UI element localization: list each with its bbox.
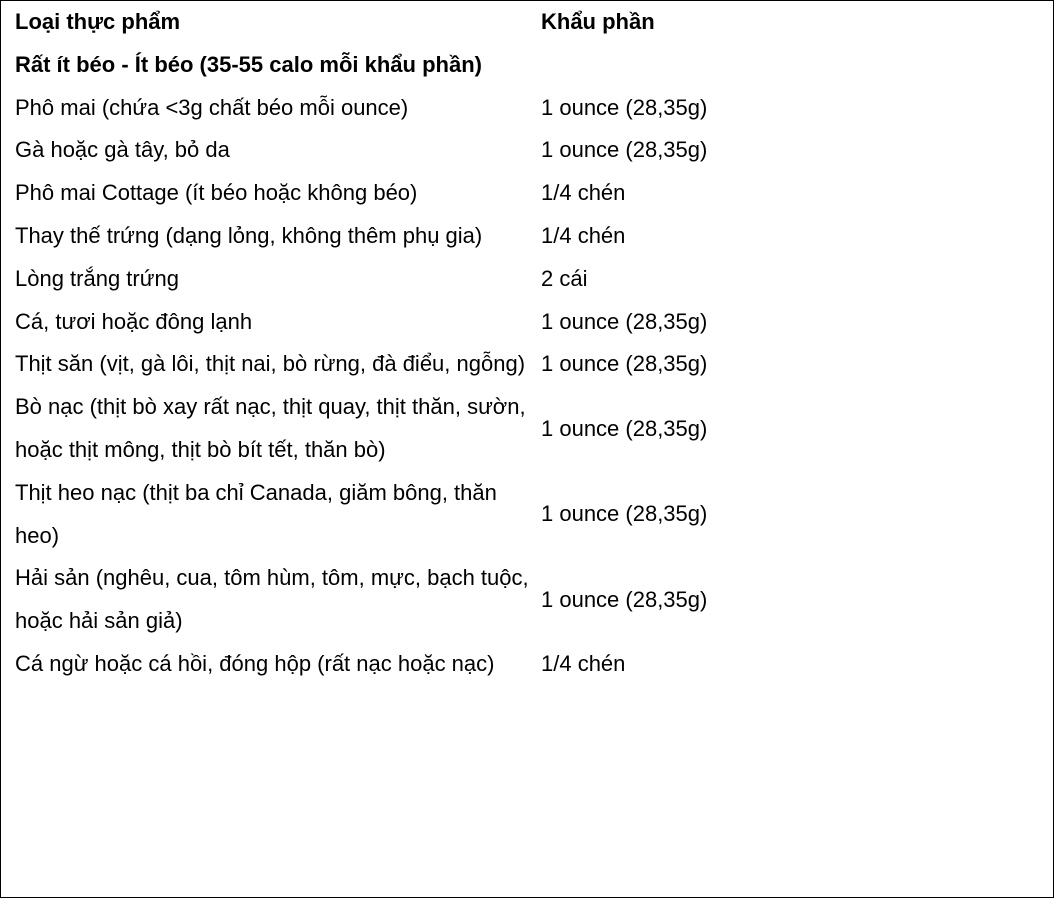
portion-cell: 1 ounce (28,35g)	[541, 351, 708, 377]
portion-cell: 1 ounce (28,35g)	[541, 137, 708, 163]
section-title-row	[5, 44, 1041, 87]
table-row	[5, 258, 1041, 301]
food-cell: Thịt săn (vịt, gà lôi, thịt nai, bò rừng, đà điểu, ngỗng)	[15, 351, 526, 377]
portion-cell: 1/4 chén	[541, 650, 626, 676]
food-cell: Lòng trắng trứng	[15, 265, 179, 291]
food-cell: Phô mai (chứa <3g chất béo mỗi ounce)	[15, 94, 409, 120]
table-row	[5, 215, 1041, 258]
table-row	[5, 643, 1041, 686]
table-row	[5, 301, 1041, 344]
food-cell: Bò nạc (thịt bò xay rất nạc, thịt quay, thịt thăn, sườn, hoặc thịt mông, thịt bò bít tết, thăn bò)	[15, 394, 526, 462]
food-cell: Cá, tươi hoặc đông lạnh	[15, 308, 253, 334]
table-row	[5, 172, 1041, 215]
food-cell: Hải sản (nghêu, cua, tôm hùm, tôm, mực, bạch tuộc, hoặc hải sản giả)	[15, 565, 529, 634]
section-title-empty	[531, 44, 1041, 87]
portion-cell: 1/4 chén	[541, 222, 626, 248]
table-header-row	[5, 1, 1041, 44]
food-cell: Gà hoặc gà tây, bỏ da	[15, 137, 230, 163]
portion-cell: 1 ounce (28,35g)	[541, 308, 708, 334]
table-row	[5, 87, 1041, 130]
table-row	[5, 472, 1041, 558]
food-cell: Phô mai Cottage (ít béo hoặc không béo)	[15, 180, 418, 206]
header-portion: Khẩu phần	[541, 9, 655, 34]
food-cell: Thay thế trứng (dạng lỏng, không thêm phụ gia)	[15, 222, 483, 248]
table-row	[5, 386, 1041, 472]
portion-cell: 1 ounce (28,35g)	[541, 501, 708, 527]
table-row	[5, 129, 1041, 172]
food-cell: Thịt heo nạc (thịt ba chỉ Canada, giăm bông, thăn heo)	[15, 479, 497, 548]
portion-cell: 1 ounce (28,35g)	[541, 586, 708, 612]
food-cell: Cá ngừ hoặc cá hồi, đóng hộp (rất nạc hoặc nạc)	[15, 650, 495, 676]
table-row	[5, 343, 1041, 386]
portion-cell: 1 ounce (28,35g)	[541, 415, 708, 441]
section-title: Rất ít béo - Ít béo (35-55 calo mỗi khẩu phần)	[15, 51, 482, 77]
header-food-type: Loại thực phẩm	[15, 9, 181, 34]
table-row	[5, 557, 1041, 643]
portion-cell: 1/4 chén	[541, 180, 626, 206]
portion-cell: 2 cái	[541, 265, 588, 291]
portion-cell: 1 ounce (28,35g)	[541, 94, 708, 120]
food-portion-table	[5, 1, 1041, 686]
